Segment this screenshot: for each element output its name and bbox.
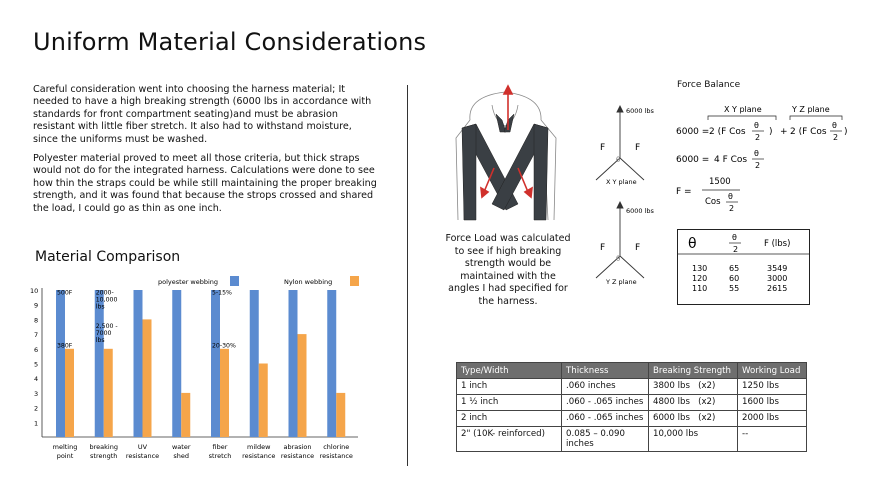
table-row: [457, 395, 807, 411]
x-category-label: point: [56, 452, 74, 460]
x-category-label: breaking: [89, 443, 118, 451]
angle-table-cell: 60: [729, 274, 740, 283]
eq-yz-plane-label: Y Z plane: [792, 105, 830, 114]
angle-header-force: F (lbs): [764, 239, 791, 249]
bar: [104, 349, 113, 437]
table-row: [457, 411, 807, 427]
spec-header-working: Working Load: [738, 363, 807, 379]
eq1-close2: ): [844, 127, 848, 137]
bar-annotation: 20-30%: [212, 342, 236, 350]
legend-swatch: [350, 276, 359, 286]
x-category-label: stretch: [208, 452, 232, 460]
yz-plane-label: Y Z plane: [606, 278, 637, 286]
angle-force-table: [677, 229, 810, 305]
force-equations: [672, 98, 872, 218]
spec-cell: 2" (10K- reinforced): [457, 427, 562, 452]
legend-swatch: [230, 276, 239, 286]
bar: [143, 319, 152, 437]
x-category-label: water: [171, 443, 191, 451]
spec-cell: 1600 lbs: [738, 395, 807, 411]
angle-header-half-num: θ: [732, 233, 737, 242]
eq3-lhs: F =: [676, 187, 692, 197]
eq1-frac2-den: 2: [833, 133, 839, 142]
xy-plane-label: X Y plane: [606, 178, 637, 186]
eq2-lhs: 6000 =: [676, 155, 710, 165]
column-divider: [407, 85, 408, 466]
y-tick-label: 9: [34, 301, 39, 310]
y-tick-label: 6: [34, 345, 39, 354]
spec-cell: 0.085 – 0.090 inches: [562, 427, 649, 452]
eq-xy-plane-label: X Y plane: [724, 105, 762, 114]
spec-cell: 1 inch: [457, 379, 562, 395]
spec-cell: .060 inches: [562, 379, 649, 395]
bar: [250, 290, 259, 437]
force-load-caption: Force Load was calculated to see if high breaking strength would be maintained with the angles I had specified for the harness.: [445, 233, 571, 307]
x-category-label: resistance: [242, 452, 276, 460]
page-title: Uniform Material Considerations: [33, 28, 427, 56]
y-tick-label: 5: [34, 360, 39, 369]
bar-annotation: 2,500 -: [95, 323, 118, 331]
spec-cell: 2 inch: [457, 411, 562, 427]
bar: [134, 290, 143, 437]
yz-force-f-left: F: [600, 243, 606, 253]
eq3-frac-num: θ: [728, 192, 733, 201]
bar-annotation: 380F: [57, 342, 73, 350]
spec-cell: .060 - .065 inches: [562, 411, 649, 427]
angle-table-cell: 2615: [767, 284, 788, 293]
spec-cell: 3800 lbs (x2): [649, 379, 738, 395]
y-tick-label: 4: [34, 375, 39, 384]
harness-straps: [462, 114, 548, 220]
material-comparison-title: Material Comparison: [35, 249, 181, 265]
polyester-paragraph: Polyester material proved to meet all those criteria, but thick straps would not do for the integrated harness. Calculations were done to see how thin the straps could be while still maintaining the proper breaking strength, and it was found that because the strops crossed and shared the load, I could go as thin as one inch.: [33, 153, 377, 214]
bar-annotation: lbs: [95, 337, 105, 345]
x-category-label: mildew: [247, 443, 271, 451]
x-category-label: resistance: [280, 452, 315, 460]
eq1-frac2-num: θ: [832, 121, 837, 130]
angle-table-cell: 110: [692, 284, 708, 293]
eq2-frac-den: 2: [755, 161, 761, 170]
eq1-close1: ): [769, 127, 773, 137]
angle-table-cell: 3000: [767, 274, 788, 283]
y-tick-label: 7: [34, 331, 39, 340]
eq3-numerator: 1500: [709, 177, 731, 187]
spec-cell: 2000 lbs: [738, 411, 807, 427]
table-row: [457, 427, 807, 452]
yz-force-value: 6000 lbs: [626, 207, 654, 215]
xy-force-f-left: F: [600, 143, 606, 153]
xy-force-f-right: F: [635, 143, 641, 153]
x-category-label: UV: [137, 443, 148, 451]
spec-header-thickness: Thickness: [562, 363, 649, 379]
bar-annotation: 10,000: [95, 296, 118, 304]
xy-force-value: 6000 lbs: [626, 107, 654, 115]
bar: [65, 349, 74, 437]
legend-label: polyester webbing: [158, 278, 219, 286]
bar: [259, 364, 268, 438]
bar: [56, 290, 65, 437]
x-category-label: resistance: [125, 452, 160, 460]
bar-annotation: lbs: [95, 303, 105, 311]
force-balance-heading: Force Balance: [677, 80, 741, 90]
spec-cell: 10,000 lbs: [649, 427, 738, 452]
eq2-frac-num: θ: [754, 149, 759, 158]
y-tick-label: 3: [34, 389, 39, 398]
bar: [211, 290, 220, 437]
eq1-frac1-num: θ: [754, 121, 759, 130]
bar-annotation: 5-15%: [212, 289, 232, 297]
eq1-plus: +: [780, 127, 788, 137]
x-category-label: fiber: [212, 443, 228, 451]
eq3-frac-den: 2: [729, 204, 735, 213]
bar-annotation: 500F: [57, 289, 73, 297]
x-category-label: melting: [52, 443, 78, 451]
material-comparison-chart: [18, 270, 363, 465]
eq2-rhs: 4 F Cos: [714, 155, 748, 165]
angle-header-half-den: 2: [733, 245, 739, 254]
eq1-term2: 2 (F Cos: [790, 127, 827, 137]
y-tick-label: 2: [34, 404, 39, 413]
bar: [298, 334, 307, 437]
bar: [327, 290, 336, 437]
spec-cell: --: [738, 427, 807, 452]
bar-annotation: 2000-: [95, 289, 114, 297]
spec-cell: 4800 lbs (x2): [649, 395, 738, 411]
table-row: [457, 379, 807, 395]
spec-header-breaking: Breaking Strength: [649, 363, 738, 379]
x-category-label: strength: [90, 452, 118, 460]
angle-table-cell: 120: [692, 274, 708, 283]
eq1-lhs: 6000 =: [676, 127, 710, 137]
angle-header-theta: θ: [688, 236, 697, 252]
y-tick-label: 8: [34, 316, 39, 325]
bar: [95, 290, 104, 437]
x-category-label: abrasion: [283, 443, 312, 451]
angle-table-cell: 55: [729, 284, 740, 293]
eq1-term1: 2 (F Cos: [709, 127, 746, 137]
yz-theta: θ: [616, 255, 621, 263]
xy-theta: θ: [616, 156, 621, 164]
spec-header-row: [457, 363, 807, 379]
x-category-label: shed: [173, 452, 190, 460]
y-tick-label: 1: [34, 419, 39, 428]
spec-cell: 1 ½ inch: [457, 395, 562, 411]
yz-force-f-right: F: [635, 243, 641, 253]
spec-header-type: Type/Width: [457, 363, 562, 379]
angle-table-rows: [692, 264, 787, 293]
x-category-label: chlorine: [323, 443, 350, 451]
webbing-spec-table: [456, 362, 807, 452]
bar: [181, 393, 190, 437]
x-category-label: resistance: [319, 452, 353, 460]
eq3-denominator: Cos: [705, 197, 721, 207]
bar-annotation: 7000: [95, 330, 112, 338]
harness-figure: [448, 80, 563, 230]
bar: [336, 393, 345, 437]
legend-label: Nylon webbing: [284, 278, 333, 286]
y-tick-label: 10: [30, 287, 39, 295]
angle-table-cell: 65: [729, 264, 740, 273]
angle-table-cell: 130: [692, 264, 708, 273]
spec-cell: 6000 lbs (x2): [649, 411, 738, 427]
angle-table-cell: 3549: [767, 264, 788, 273]
bar: [220, 349, 229, 437]
eq1-frac1-den: 2: [755, 133, 761, 142]
spec-cell: .060 - .065 inches: [562, 395, 649, 411]
force-diagrams: [590, 98, 670, 288]
intro-paragraph: Careful consideration went into choosing the harness material; It needed to have a high breaking strength (6000 lbs in accordance with standards for front compartment seating)and must be abrasion resistant with little fiber stretch. It also had to withstand moisture, since the uniforms must be washed.: [33, 84, 372, 145]
spec-cell: 1250 lbs: [738, 379, 807, 395]
bar: [172, 290, 181, 437]
bar: [289, 290, 298, 437]
